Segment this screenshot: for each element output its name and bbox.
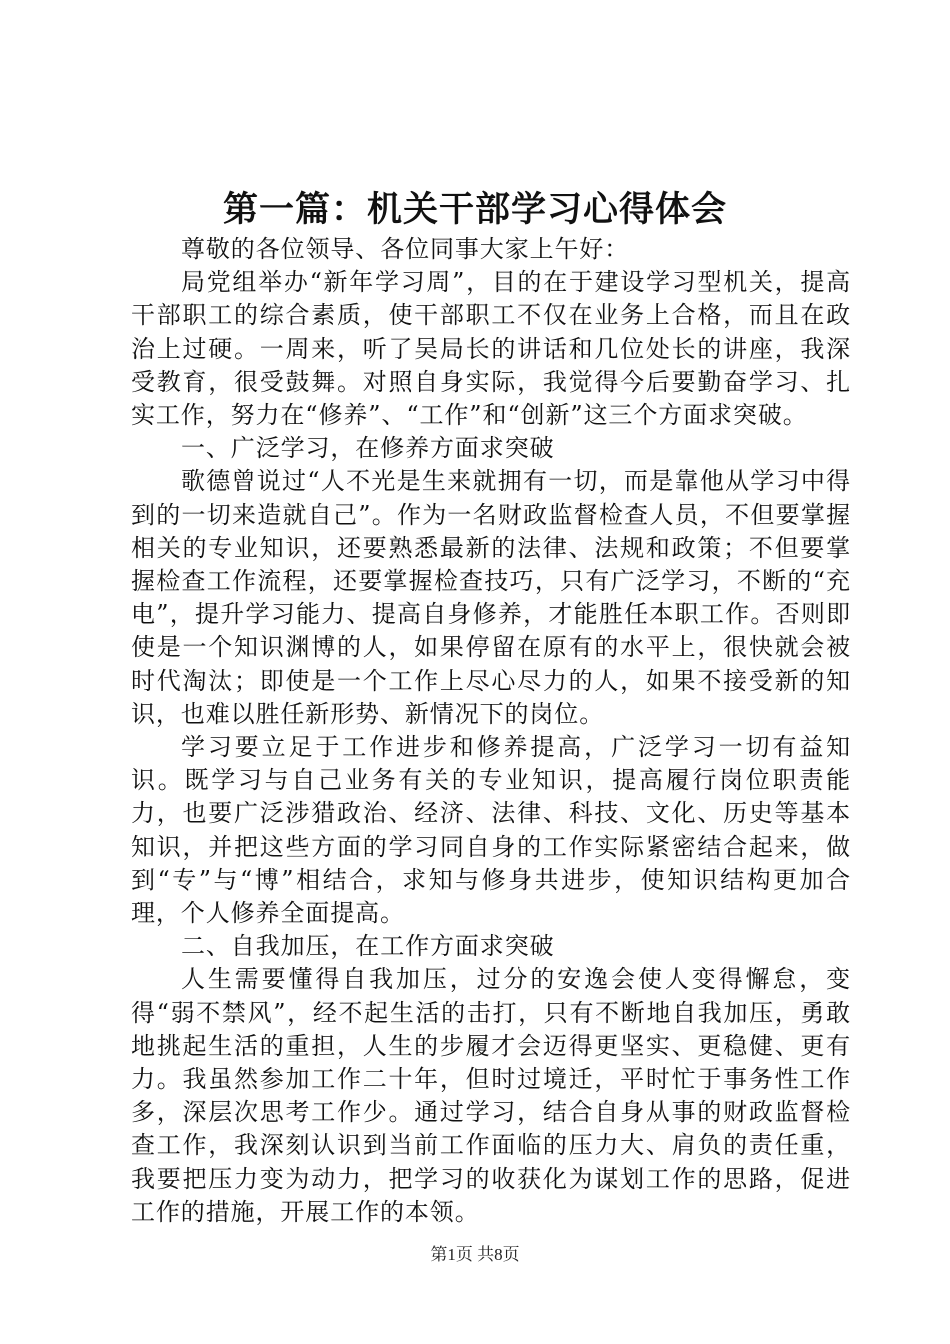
paragraph-learning: 学习要立足于工作进步和修养提高，广泛学习一切有益知识。既学习与自己业务有关的专业知识，提高履行岗位职责能力，也要广泛涉猎政治、经济、法律、科技、文化、历史等基本知识，并把这些方面的学习同自身的工作实际紧密结合起来，做到“专”与“博”相结合，求知与修身共进步，使知识结构更加合理，个人修养全面提高。 <box>131 733 851 928</box>
section-heading-1: 一、广泛学习，在修养方面求突破 <box>181 434 555 463</box>
paragraph-goethe: 歌德曾说过“人不光是生来就拥有一切，而是靠他从学习中得到的一切来造就自己”。作为一名财政监督检查人员，不但要掌握相关的专业知识，还要熟悉最新的法律、法规和政策；不但要掌握检查工作流程，还要掌握检查技巧，只有广泛学习，不断的“充电”，提升学习能力、提高自身修养，才能胜任本职工作。否则即使是一个知识渊博的人，如果停留在原有的水平上，很快就会被时代淘汰；即使是一个工作上尽心尽力的人，如果不接受新的知识，也难以胜任新形势、新情况下的岗位。 <box>131 467 851 728</box>
paragraph-intro: 局党组举办“新年学习周”，目的在于建设学习型机关，提高干部职工的综合素质，使干部职工不仅在业务上合格，而且在政治上过硬。一周来，听了吴局长的讲话和几位处长的讲座，我深受教育，很受鼓舞。对照自身实际，我觉得今后要勤奋学习、扎实工作，努力在“修养”、“工作”和“创新”这三个方面求突破。 <box>131 268 851 430</box>
document-title: 第一篇：机关干部学习心得体会 <box>222 190 727 230</box>
section-heading-2: 二、自我加压，在工作方面求突破 <box>181 932 555 961</box>
page-number-footer: 第1页 共8页 <box>430 1245 520 1264</box>
paragraph-greeting: 尊敬的各位领导、各位同事大家上午好： <box>181 235 630 263</box>
paragraph-pressure: 人生需要懂得自我加压，过分的安逸会使人变得懈怠，变得“弱不禁风”，经不起生活的击打，只有不断地自我加压，勇敢地挑起生活的重担，人生的步履才会迈得更坚实、更稳健、更有力。我虽然参加工作二十年，但时过境迁，平时忙于事务性工作多，深层次思考工作少。通过学习，结合自身从事的财政监督检查工作，我深刻认识到当前工作面临的压力大、肩负的责任重，我要把压力变为动力，把学习的收获化为谋划工作的思路，促进工作的措施，开展工作的本领。 <box>131 965 851 1226</box>
document-body <box>131 233 851 1229</box>
